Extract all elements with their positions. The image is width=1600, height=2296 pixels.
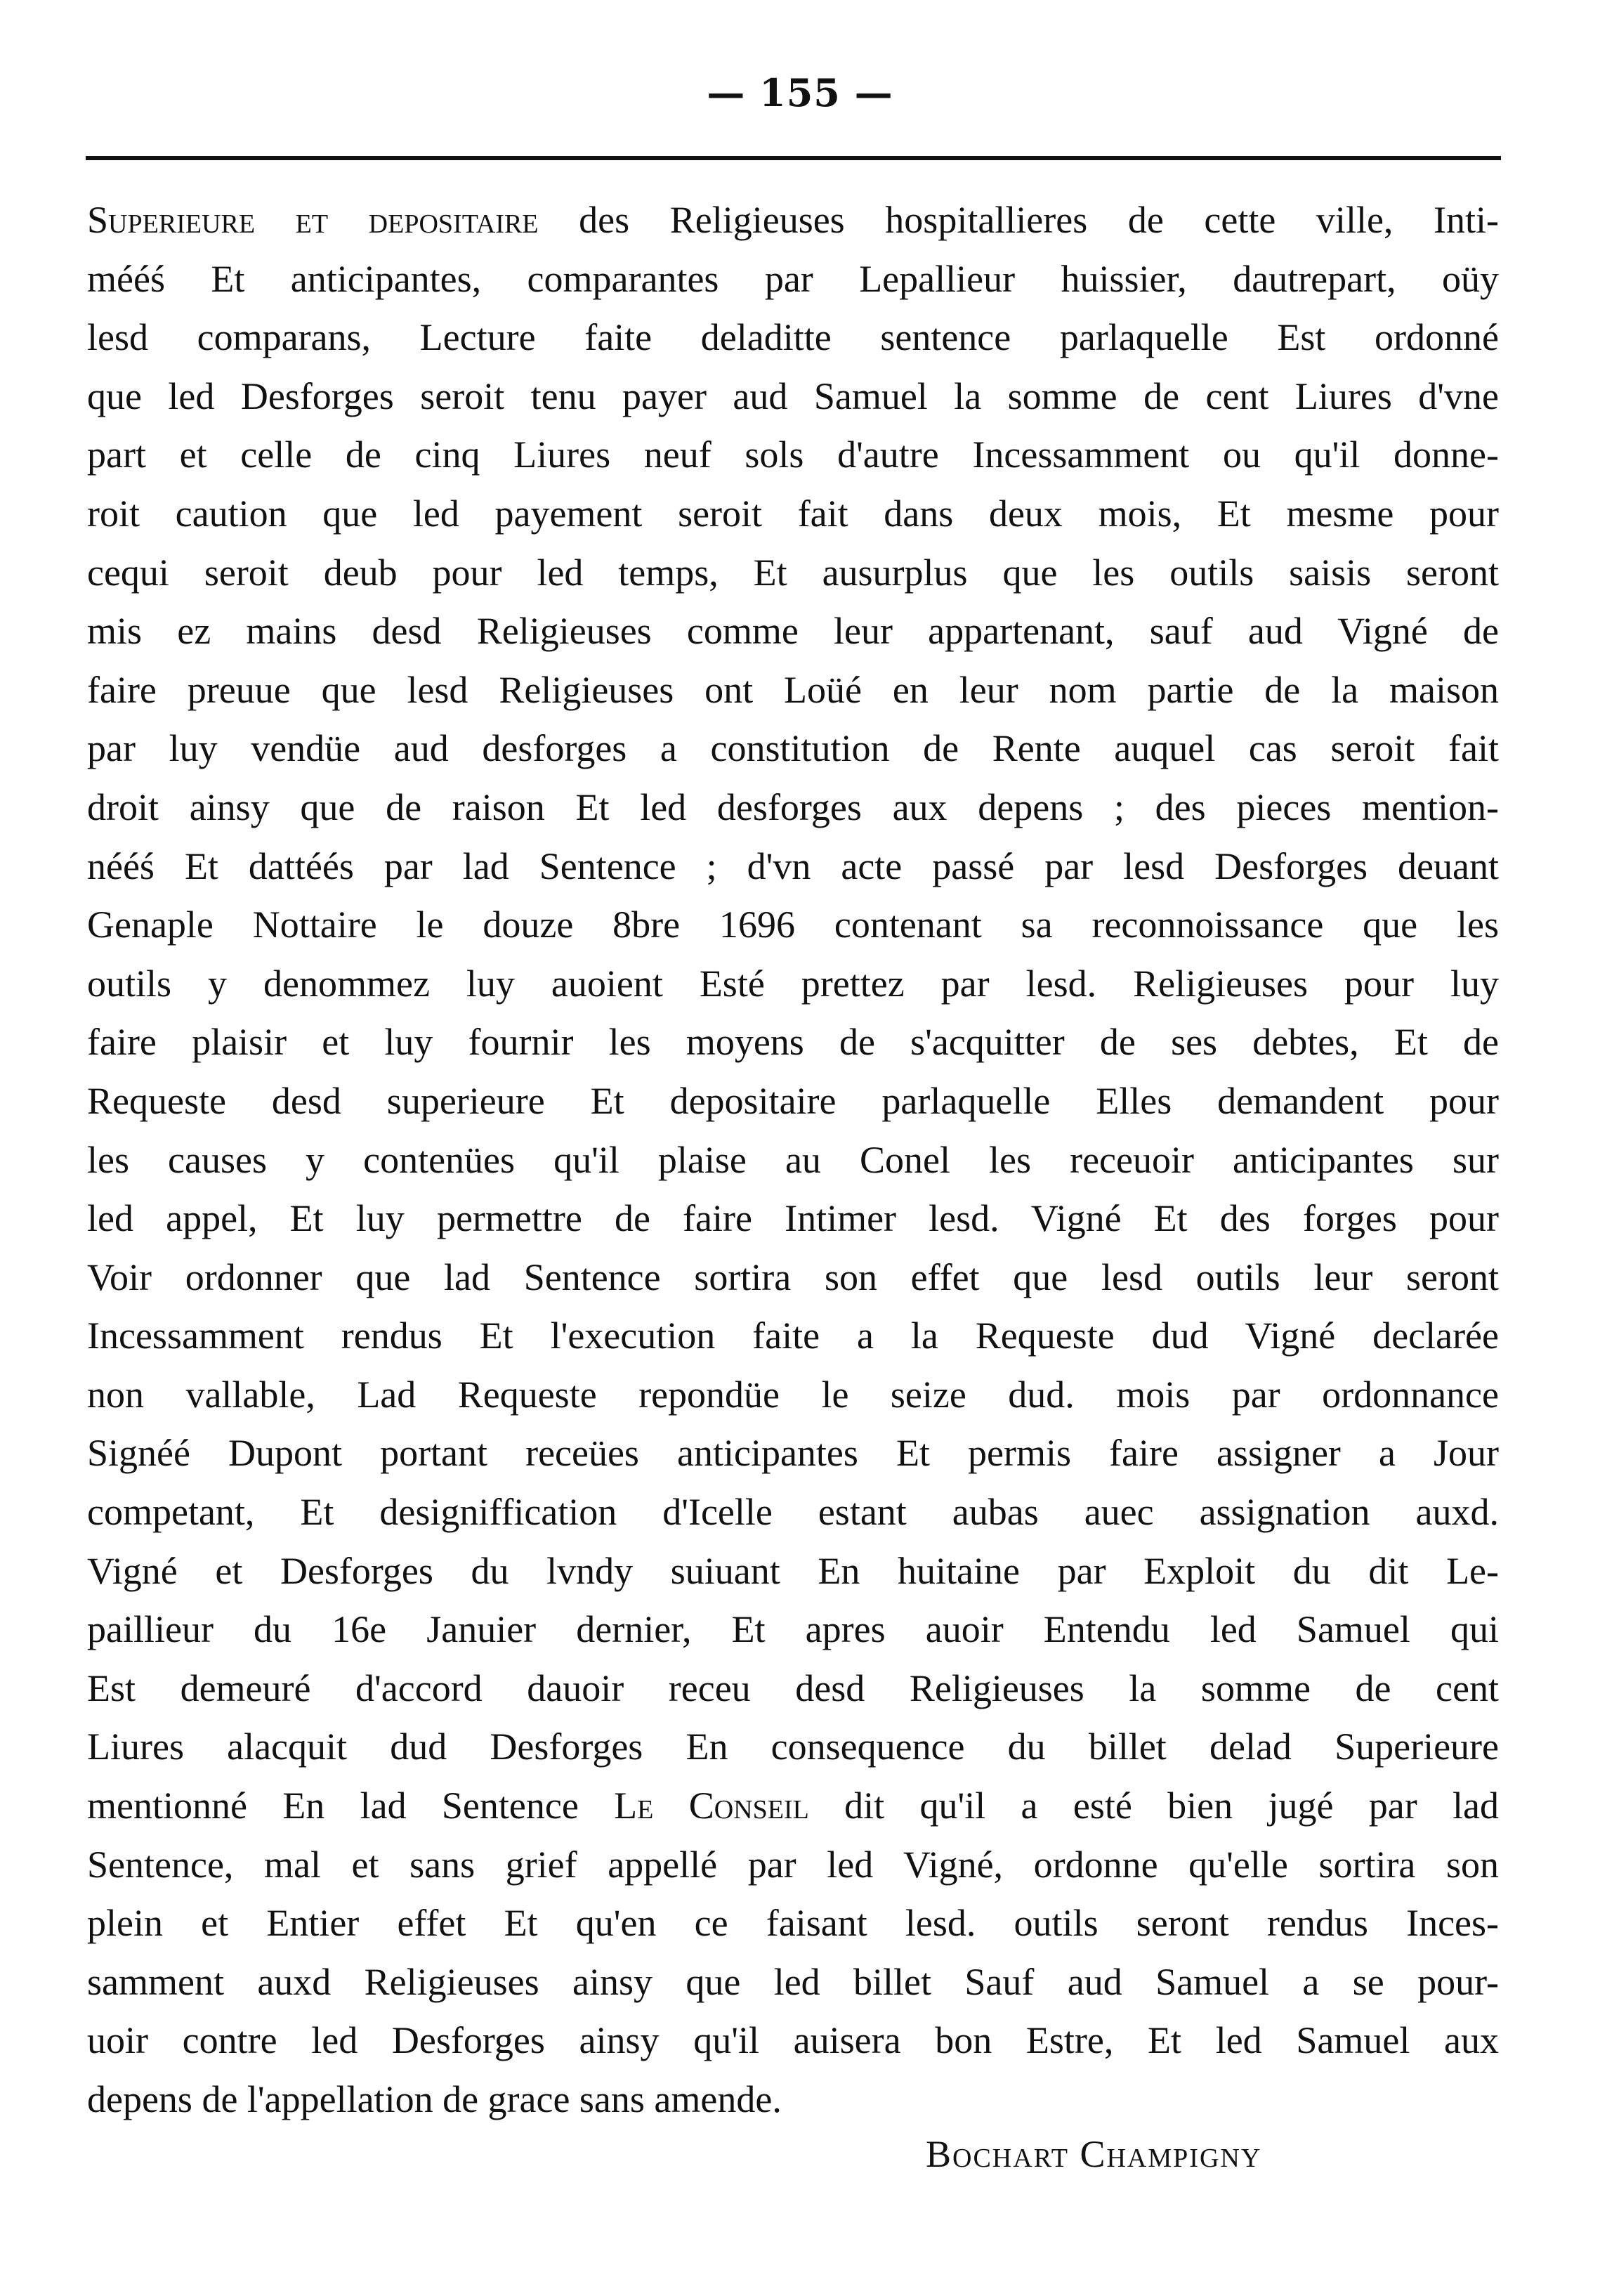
text-line: paillieur du 16e Januier dernier, Et apres auoir Entendu led Samuel qui: [87, 1608, 1499, 1651]
text-line: Genaple Nottaire le douze 8bre 1696 contenant sa reconnoissance que les: [87, 904, 1499, 946]
text-line: competant, Et designiffication d'Icelle estant aubas auec assignation auxd.: [87, 1491, 1499, 1534]
text-line: Sentence, mal et sans grief appellé par led Vigné, ordonne qu'elle sortira son: [87, 1843, 1499, 1886]
text-line: Voir ordonner que lad Sentence sortira son effet que lesd outils leur seront: [87, 1255, 1499, 1298]
text-line: roit caution que led payement seroit fait dans deux mois, Et mesme pour: [87, 492, 1499, 535]
body-text: [87, 191, 1499, 2129]
text-line: samment auxd Religieuses ainsy que led billet Sauf aud Samuel a se pour-: [87, 1960, 1499, 2003]
header-rule: [86, 156, 1501, 160]
text-line: par luy vendüe aud desforges a constitution de Rente auquel cas seroit fait: [87, 727, 1499, 770]
line-text: mentionné En lad Sentence: [87, 1785, 579, 1827]
text-line: Requeste desd superieure Et depositaire parlaquelle Elles demandent pour: [87, 1079, 1499, 1122]
heading-inline: Superieure et depositaire: [87, 199, 539, 241]
page-number: — 155 —: [707, 70, 893, 115]
text-line: faire plaisir et luy fournir les moyens de s'acquitter de ses debtes, Et de: [87, 1021, 1499, 1064]
text-line: mééś Et anticipantes, comparantes par Lepallieur huissier, dautrepart, oüy: [87, 257, 1499, 300]
text-line: led appel, Et luy permettre de faire Intimer lesd. Vigné Et des forges pour: [87, 1197, 1499, 1240]
signature: Bochart Champigny: [926, 2133, 1262, 2175]
text-line: nééś Et dattéés par lad Sentence ; d'vn acte passé par lesd Desforges deuant: [87, 844, 1499, 887]
text-line: non vallable, Lad Requeste repondüe le seize dud. mois par ordonnance: [87, 1373, 1499, 1416]
text-line: plein et Entier effet Et qu'en ce faisant lesd. outils seront rendus Inces-: [87, 1902, 1499, 1945]
text-line: Signéé Dupont portant receües anticipantes Et permis faire assigner a Jour: [87, 1432, 1499, 1475]
text-line: Vigné et Desforges du lvndy suiuant En huitaine par Exploit du dit Le-: [87, 1549, 1499, 1592]
line-text: dit qu'il a esté bien jugé par lad: [808, 1785, 1500, 1827]
text-line: Liures alacquit dud Desforges En consequence du billet delad Superieure: [87, 1726, 1499, 1768]
text-line: outils y denommez luy auoient Esté prettez par lesd. Religieuses pour luy: [87, 962, 1499, 1005]
text-line: Est demeuré d'accord dauoir receu desd Religieuses la somme de cent: [87, 1666, 1499, 1709]
line-text: des Religieuses hospitallieres de cette ville, Inti-: [538, 199, 1499, 241]
heading-inline: Le Conseil: [614, 1785, 809, 1827]
text-line: que led Desforges seroit tenu payer aud Samuel la somme de cent Liures d'vne: [87, 374, 1499, 417]
text-line: mis ez mains desd Religieuses comme leur appartenant, sauf aud Vigné de: [87, 610, 1499, 653]
text-line: part et celle de cinq Liures neuf sols d'autre Incessamment ou qu'il donne-: [87, 433, 1499, 476]
text-line: Incessamment rendus Et l'execution faite a la Requeste dud Vigné declarée: [87, 1315, 1499, 1357]
text-line: [87, 191, 1499, 250]
text-line: lesd comparans, Lecture faite deladitte sentence parlaquelle Est ordonné: [87, 316, 1499, 359]
text-line: depens de l'appellation de grace sans amende.: [87, 2078, 782, 2120]
text-line: les causes y contenües qu'il plaise au Conel les receuoir anticipantes sur: [87, 1138, 1499, 1181]
text-line: uoir contre led Desforges ainsy qu'il auisera bon Estre, Et led Samuel aux: [87, 2019, 1499, 2062]
text-line: cequi seroit deub pour led temps, Et ausurplus que les outils saisis seront: [87, 551, 1499, 594]
text-line: [87, 1777, 1499, 1836]
text-line: faire preuue que lesd Religieuses ont Loüé en leur nom partie de la maison: [87, 668, 1499, 711]
text-line: droit ainsy que de raison Et led desforges aux depens ; des pieces mention-: [87, 785, 1499, 828]
